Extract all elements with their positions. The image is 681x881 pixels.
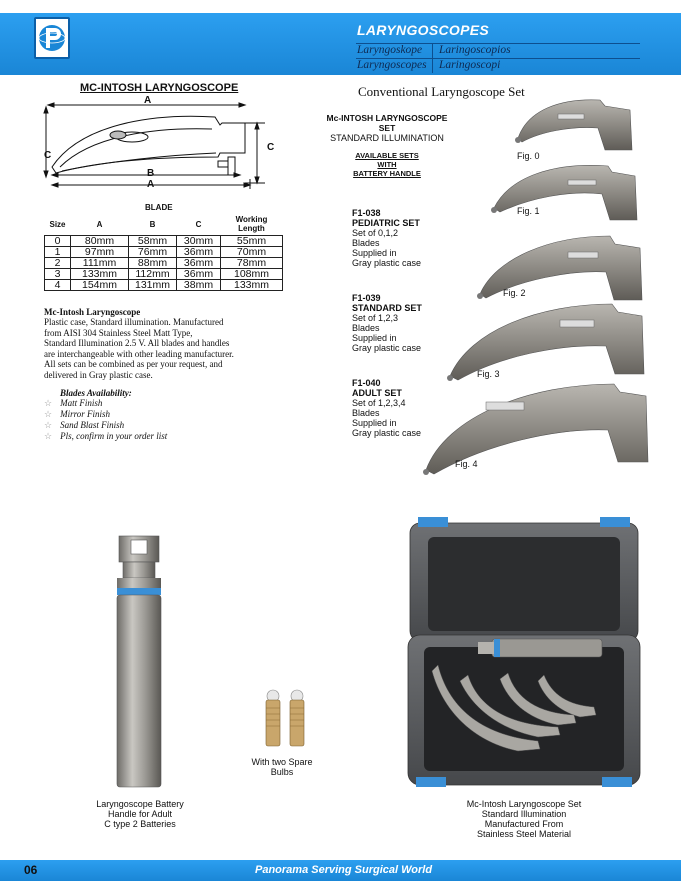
case-caption: Mc-Intosh Laryngoscope Set Standard Illumination Manufactured From Stainless Steel Material <box>466 799 582 839</box>
description-line: are interchangeable with other leading manufacturer. <box>44 348 234 359</box>
figure-label: Fig. 0 <box>517 151 540 161</box>
set-name: PEDIATRIC SET <box>352 218 420 228</box>
battery-handle-image <box>105 532 175 794</box>
col-header-size: Size <box>49 219 66 229</box>
page-title: LARYNGOSCOPES <box>357 22 489 38</box>
table-cell: 36mm <box>177 269 221 280</box>
table-cell: 112mm <box>129 269 177 280</box>
blade-fig-1 <box>491 165 637 220</box>
set-section-title: Conventional Laryngoscope Set <box>358 84 525 99</box>
bulbs-caption: With two Spare Bulbs <box>251 757 313 777</box>
col-header-b: B <box>149 219 156 229</box>
table-cell: 36mm <box>177 258 221 269</box>
star-icon: ☆ <box>44 398 53 408</box>
description-line: from AISI 304 Stainless Steel Matt Type, <box>44 327 193 338</box>
description-title: Mc-Intosh Laryngoscope <box>44 307 141 317</box>
set-detail: Set of 1,2,3 <box>352 313 399 323</box>
set-detail: Blades <box>352 238 380 248</box>
dim-label-a-bottom: A <box>147 179 155 190</box>
section-title: MC-INTOSH LARYNGOSCOPE <box>80 82 239 94</box>
table-cell: 80mm <box>71 236 129 247</box>
set-detail: Set of 1,2,3,4 <box>352 398 406 408</box>
table-cell: 70mm <box>221 247 283 258</box>
set-name: STANDARD SET <box>352 303 422 313</box>
table-cell: 133mm <box>71 269 129 280</box>
dim-label-b: B <box>147 168 155 179</box>
blade-fig-0 <box>515 100 632 150</box>
table-cell: 1 <box>45 247 71 258</box>
dim-label-a-top: A <box>144 95 152 106</box>
list-item: ☆ Matt Finish <box>44 398 103 408</box>
table-cell: 154mm <box>71 280 129 291</box>
figure-label: Fig. 4 <box>455 459 478 469</box>
table-cell: 30mm <box>177 236 221 247</box>
col-header-a: A <box>96 219 103 229</box>
table-cell: 78mm <box>221 258 283 269</box>
table-cell: 55mm <box>221 236 283 247</box>
table-cell: 2 <box>45 258 71 269</box>
spare-bulbs-image <box>260 688 310 752</box>
translation-it: Laringoscopi <box>439 59 501 71</box>
description-line: Plastic case, Standard illumination. Manufactured <box>44 317 224 327</box>
set-heading-line: SET <box>378 123 396 133</box>
table-cell: 76mm <box>129 247 177 258</box>
table-cell: 111mm <box>71 258 129 269</box>
table-cell: 88mm <box>129 258 177 269</box>
set-detail: Gray plastic case <box>352 343 422 353</box>
table-cell: 133mm <box>221 280 283 291</box>
set-detail: Supplied in <box>352 418 397 428</box>
figure-label: Fig. 1 <box>517 206 540 216</box>
set-name: ADULT SET <box>352 388 402 398</box>
star-icon: ☆ <box>44 420 53 430</box>
table-cell: 3 <box>45 269 71 280</box>
availability-title: Blades Availability: <box>60 388 132 398</box>
set-code: F1-038 <box>352 208 381 218</box>
set-detail: Supplied in <box>352 333 397 343</box>
set-code: F1-040 <box>352 378 381 388</box>
set-detail: Blades <box>352 408 380 418</box>
list-item: ☆ Pls, confirm in your order list <box>44 431 168 441</box>
table-cell: 38mm <box>177 280 221 291</box>
description-line: All sets can be combined as per your request, and <box>44 359 223 369</box>
set-code: F1-039 <box>352 293 381 303</box>
table-cell: 4 <box>45 280 71 291</box>
col-header-c: C <box>195 219 202 229</box>
list-item: ☆ Mirror Finish <box>44 409 110 419</box>
star-icon: ☆ <box>44 409 53 419</box>
description-line: Standard Illumination 2.5 V. All blades and handles <box>44 338 230 348</box>
available-sets-note: AVAILABLE SETS WITH BATTERY HANDLE <box>353 151 421 178</box>
description-line: delivered in Gray plastic case. <box>44 369 153 380</box>
figure-label: Fig. 3 <box>477 369 500 379</box>
table-cell: 108mm <box>221 269 283 280</box>
page-number: 06 <box>24 863 38 877</box>
handle-caption: Laryngoscope Battery Handle for Adult C type 2 Batteries <box>96 799 184 829</box>
set-detail: Gray plastic case <box>352 258 422 268</box>
figure-label: Fig. 2 <box>503 288 526 298</box>
translation-es: Laringoscopios <box>439 44 511 56</box>
col-header-working-length: Working Length <box>235 215 268 233</box>
set-heading-line: Mc-INTOSH LARYNGOSCOPE <box>326 113 448 123</box>
set-detail: Blades <box>352 323 380 333</box>
blade-table-title: BLADE <box>145 203 173 212</box>
set-subheading: STANDARD ILLUMINATION <box>330 133 444 143</box>
table-cell: 0 <box>45 236 71 247</box>
table-cell: 97mm <box>71 247 129 258</box>
star-icon: ☆ <box>44 431 53 441</box>
dim-label-c-right: C <box>267 142 275 153</box>
list-item: ☆ Sand Blast Finish <box>44 420 125 430</box>
set-detail: Set of 0,1,2 <box>352 228 399 238</box>
dim-label-c-left: C <box>44 150 52 161</box>
translation-en: Laryngoscopes <box>357 59 427 71</box>
footer-tagline: Panorama Serving Surgical World <box>255 864 433 876</box>
translation-de: Laryngoskope <box>357 44 423 56</box>
table-cell: 131mm <box>129 280 177 291</box>
blade-fig-2 <box>477 236 642 300</box>
table-cell: 58mm <box>129 236 177 247</box>
laryngoscope-case-image <box>398 515 650 795</box>
table-cell: 36mm <box>177 247 221 258</box>
set-detail: Supplied in <box>352 248 397 258</box>
set-detail: Gray plastic case <box>352 428 422 438</box>
